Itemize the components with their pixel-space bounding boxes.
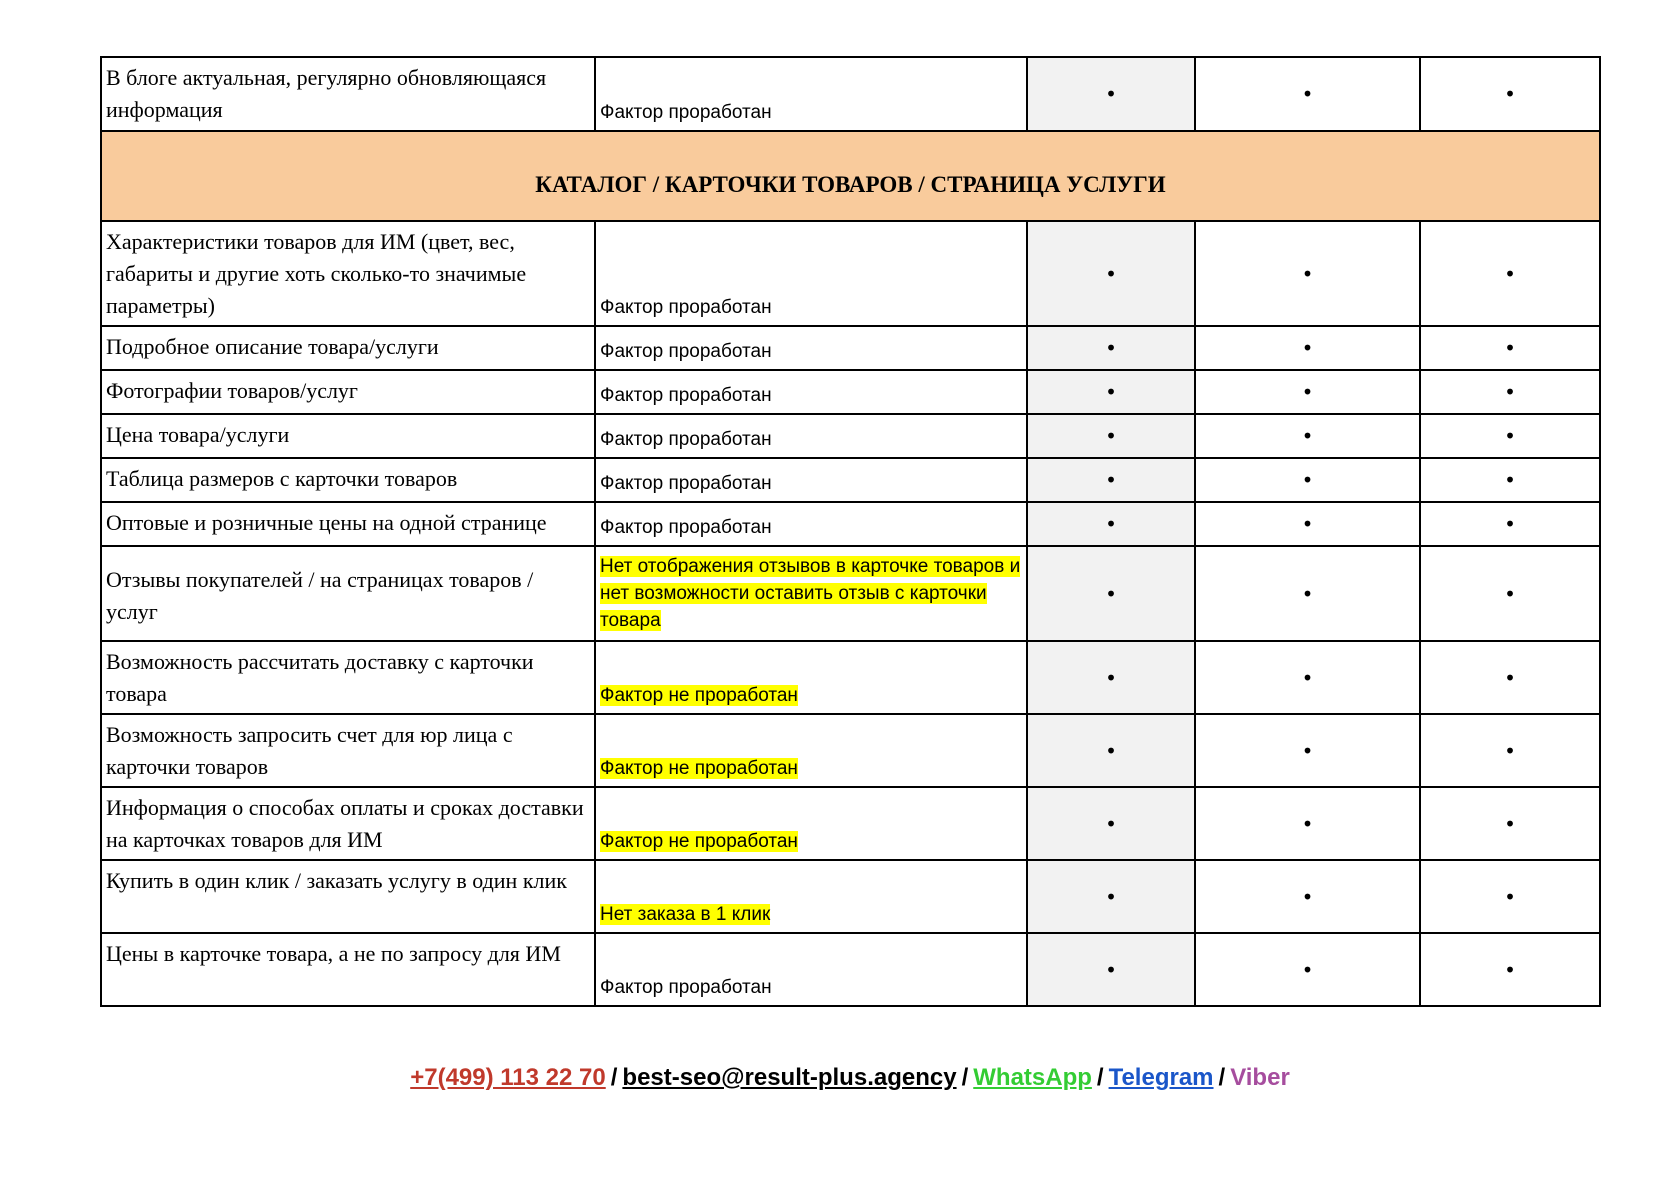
mark-cell: • [1195, 326, 1420, 370]
criterion-cell: Оптовые и розничные цены на одной странице [101, 502, 595, 546]
status-text: Фактор проработан [600, 102, 772, 123]
mark-cell: • [1420, 787, 1600, 860]
criterion-cell: Возможность рассчитать доставку с карточки товара [101, 641, 595, 714]
mark-cell: • [1195, 546, 1420, 641]
mark-cell: • [1195, 370, 1420, 414]
mark-cell: • [1420, 221, 1600, 326]
mark-cell: • [1420, 326, 1600, 370]
status-text: Фактор не проработан [600, 831, 798, 852]
criterion-cell: Цены в карточке товара, а не по запросу для ИМ [101, 933, 595, 1006]
checklist-table [100, 56, 1601, 1007]
mark-cell: • [1195, 221, 1420, 326]
status-cell [595, 414, 1027, 458]
section-heading: КАТАЛОГ / КАРТОЧКИ ТОВАРОВ / СТРАНИЦА УСЛУГИ [101, 131, 1600, 221]
separator: / [1096, 1064, 1104, 1091]
mark-cell: • [1195, 860, 1420, 933]
mark-cell: • [1195, 414, 1420, 458]
status-text: Фактор проработан [600, 297, 772, 318]
table-row [101, 860, 1600, 933]
mark-cell: • [1027, 57, 1195, 131]
status-text: Фактор проработан [600, 977, 772, 998]
mark-cell: • [1195, 787, 1420, 860]
table-row [101, 370, 1600, 414]
mark-cell: • [1027, 326, 1195, 370]
table-row [101, 502, 1600, 546]
mark-cell: • [1420, 933, 1600, 1006]
status-text: Нет отображения отзывов в карточке товаров и нет возможности оставить отзыв с карточки товара [600, 556, 1021, 631]
mark-cell: • [1420, 57, 1600, 131]
table-row [101, 787, 1600, 860]
separator: / [961, 1064, 969, 1091]
table-row [101, 933, 1600, 1006]
mark-cell: • [1195, 458, 1420, 502]
status-cell [595, 714, 1027, 787]
status-text: Фактор проработан [600, 385, 772, 406]
mark-cell: • [1420, 370, 1600, 414]
criterion-cell: Отзывы покупателей / на страницах товаров / услуг [101, 546, 595, 641]
mark-cell: • [1420, 414, 1600, 458]
viber-link[interactable]: Viber [1230, 1064, 1290, 1091]
criterion-cell: Информация о способах оплаты и сроках доставки на карточках товаров для ИМ [101, 787, 595, 860]
mark-cell: • [1195, 933, 1420, 1006]
mark-cell: • [1420, 502, 1600, 546]
mark-cell: • [1420, 860, 1600, 933]
status-cell [595, 326, 1027, 370]
phone-link[interactable]: +7(499) 113 22 70 [410, 1064, 606, 1091]
separator: / [1218, 1064, 1226, 1091]
mark-cell: • [1027, 502, 1195, 546]
contact-footer [0, 1064, 1680, 1092]
mark-cell: • [1027, 641, 1195, 714]
status-text: Фактор проработан [600, 429, 772, 450]
table-row [101, 458, 1600, 502]
table-row [101, 641, 1600, 714]
criterion-cell: Подробное описание товара/услуги [101, 326, 595, 370]
status-cell [595, 787, 1027, 860]
table-row [101, 414, 1600, 458]
status-text: Фактор проработан [600, 473, 772, 494]
criterion-cell: В блоге актуальная, регулярно обновляющаяся информация [101, 57, 595, 131]
criterion-cell: Цена товара/услуги [101, 414, 595, 458]
mark-cell: • [1420, 546, 1600, 641]
table-row [101, 546, 1600, 641]
status-text: Фактор проработан [600, 341, 772, 362]
mark-cell: • [1027, 714, 1195, 787]
mark-cell: • [1027, 546, 1195, 641]
status-cell [595, 933, 1027, 1006]
mark-cell: • [1027, 370, 1195, 414]
status-text: Фактор не проработан [600, 685, 798, 706]
status-text: Фактор не проработан [600, 758, 798, 779]
status-cell [595, 641, 1027, 714]
mark-cell: • [1420, 641, 1600, 714]
email-link[interactable]: best-seo@result-plus.agency [622, 1064, 957, 1091]
status-cell [595, 860, 1027, 933]
table-row [101, 221, 1600, 326]
mark-cell: • [1420, 714, 1600, 787]
section-row [101, 131, 1600, 221]
mark-cell: • [1027, 787, 1195, 860]
criterion-cell: Характеристики товаров для ИМ (цвет, вес, габариты и другие хоть сколько-то значимые параметры) [101, 221, 595, 326]
status-cell [595, 370, 1027, 414]
table-row [101, 714, 1600, 787]
mark-cell: • [1195, 714, 1420, 787]
status-cell [595, 546, 1027, 641]
status-cell [595, 57, 1027, 131]
mark-cell: • [1420, 458, 1600, 502]
mark-cell: • [1027, 860, 1195, 933]
criterion-cell: Таблица размеров с карточки товаров [101, 458, 595, 502]
criterion-cell: Фотографии товаров/услуг [101, 370, 595, 414]
whatsapp-link[interactable]: WhatsApp [973, 1064, 1092, 1091]
mark-cell: • [1027, 221, 1195, 326]
mark-cell: • [1195, 57, 1420, 131]
status-cell [595, 458, 1027, 502]
mark-cell: • [1027, 458, 1195, 502]
status-cell [595, 502, 1027, 546]
mark-cell: • [1195, 641, 1420, 714]
status-text: Фактор проработан [600, 517, 772, 538]
table-row [101, 57, 1600, 131]
status-cell [595, 221, 1027, 326]
table-row [101, 326, 1600, 370]
criterion-cell: Купить в один клик / заказать услугу в один клик [101, 860, 595, 933]
mark-cell: • [1027, 933, 1195, 1006]
status-text: Нет заказа в 1 клик [600, 904, 771, 925]
mark-cell: • [1027, 414, 1195, 458]
criterion-cell: Возможность запросить счет для юр лица с карточки товаров [101, 714, 595, 787]
telegram-link[interactable]: Telegram [1108, 1064, 1214, 1091]
mark-cell: • [1195, 502, 1420, 546]
separator: / [610, 1064, 618, 1091]
